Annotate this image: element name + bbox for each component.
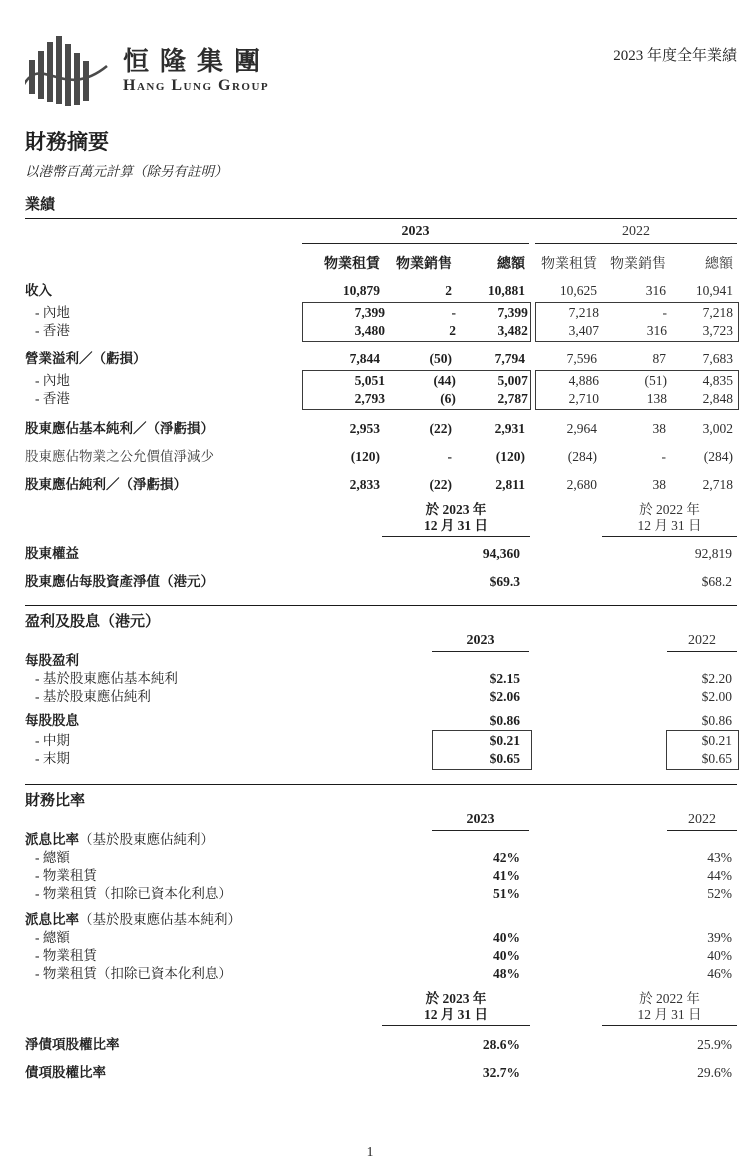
- cell-value: $0.65: [701, 751, 732, 766]
- cell-value: (6): [440, 391, 456, 406]
- cell-value: 3,723: [702, 323, 734, 338]
- table-row-payout-underlying-leasing: [25, 947, 737, 965]
- cell-value: 52%: [707, 886, 732, 901]
- table-row-payout-net-leasing: [25, 867, 737, 885]
- cell-value: 3,002: [702, 421, 733, 436]
- col-header: 物業銷售: [396, 257, 452, 272]
- cell-value: 2,848: [702, 391, 734, 406]
- cell-value: 51%: [493, 886, 520, 901]
- cell-value: 40%: [493, 948, 520, 963]
- cell-value: 7,218: [568, 305, 599, 320]
- year-group-header-row: [25, 223, 737, 244]
- table-row-nav-per-share: [25, 573, 737, 591]
- logo-chinese-name: 恒隆集團: [123, 46, 272, 76]
- table-row-net-debt-to-equity: [25, 1036, 737, 1054]
- cell-value: (51): [644, 373, 667, 388]
- cell-value: 2,811: [495, 477, 525, 492]
- page-header: [25, 30, 737, 116]
- cell-value: 10,941: [695, 283, 733, 298]
- cell-value: $2.15: [489, 671, 520, 686]
- table-row-operating-profit: [25, 350, 737, 368]
- cell-value: 94,360: [482, 546, 520, 561]
- cell-value: -: [661, 449, 666, 464]
- date-header-row: [25, 502, 737, 537]
- cell-value: (44): [433, 373, 456, 388]
- section-financial-ratios-heading: 財務比率: [25, 793, 86, 809]
- row-label: 收入: [25, 283, 52, 298]
- row-label: - 中期: [35, 733, 70, 748]
- cell-value: 138: [646, 391, 667, 406]
- year-header-row: [25, 811, 737, 831]
- hang-lung-logo: [25, 30, 271, 121]
- table-row-op-mainland: [25, 372, 737, 390]
- table-row-eps-net: [25, 688, 737, 706]
- cell-value: -: [451, 305, 456, 320]
- row-label: 每股盈利: [25, 653, 79, 668]
- year-header-2022: 2022: [667, 811, 737, 831]
- cell-value: 10,879: [342, 283, 380, 298]
- cell-value: 3,482: [497, 323, 528, 338]
- table-row-payout-underlying-total: [25, 929, 737, 947]
- col-header: 物業租賃: [541, 257, 597, 272]
- cell-value: 4,835: [702, 373, 734, 388]
- cell-value: 316: [646, 323, 667, 338]
- cell-value: $0.21: [701, 733, 732, 748]
- column-header-row: [25, 256, 737, 274]
- cell-value: 43%: [707, 850, 732, 865]
- row-label: 股東權益: [25, 546, 79, 561]
- row-label: - 物業租賃（扣除已資本化利息）: [35, 886, 232, 901]
- row-label: 債項股權比率: [25, 1065, 106, 1080]
- cell-value: 2,718: [702, 477, 733, 492]
- row-label: - 基於股東應佔純利: [35, 689, 151, 704]
- row-label: - 香港: [35, 323, 70, 338]
- cell-value: 2,710: [568, 391, 599, 406]
- logo-bars-icon: [25, 30, 109, 121]
- row-label: 每股股息: [25, 713, 79, 728]
- cell-value: -: [447, 449, 452, 464]
- cell-value: 10,881: [487, 283, 525, 298]
- table-row-payout-underlying-header: [25, 911, 737, 929]
- row-label: 派息比率（基於股東應佔基本純利）: [25, 912, 241, 927]
- cell-value: 32.7%: [482, 1065, 520, 1080]
- cell-value: 40%: [707, 948, 732, 963]
- cell-value: 28.6%: [482, 1037, 520, 1052]
- section-divider: [25, 605, 737, 606]
- cell-value: 3,407: [568, 323, 599, 338]
- revenue-breakdown-boxed-group: [25, 302, 737, 342]
- table-row-dps-final: [25, 750, 737, 768]
- cell-value: 7,844: [349, 351, 380, 366]
- cell-value: $2.06: [489, 689, 520, 704]
- cell-value: 2,680: [566, 477, 597, 492]
- table-row-net-profit: [25, 476, 737, 494]
- cell-value: $2.00: [701, 689, 732, 704]
- row-label: 股東應佔物業之公允價值淨減少: [25, 449, 214, 464]
- col-header: 總額: [705, 257, 733, 272]
- cell-value: 2,787: [497, 391, 528, 406]
- col-header: 物業銷售: [610, 257, 666, 272]
- cell-value: 7,794: [494, 351, 525, 366]
- table-row-op-hk: [25, 390, 737, 408]
- cell-value: 7,399: [497, 305, 528, 320]
- cell-value: (284): [703, 449, 733, 464]
- row-label: 股東應佔基本純利／（淨虧損）: [25, 421, 214, 436]
- table-row-debt-to-equity: [25, 1064, 737, 1082]
- cell-value: 7,596: [566, 351, 597, 366]
- currency-unit-note: 以港幣百萬元計算（除另有註明）: [25, 164, 228, 179]
- date-header-2022: 於 2022 年 12 月 31 日: [602, 502, 737, 537]
- cell-value: 2,964: [566, 421, 597, 436]
- cell-value: 5,007: [497, 373, 528, 388]
- page-title: 財務摘要: [25, 130, 109, 154]
- year-header-row: [25, 632, 737, 652]
- row-label: - 總額: [35, 850, 70, 865]
- cell-value: $0.86: [489, 713, 520, 728]
- cell-value: $2.20: [701, 671, 732, 686]
- section-earnings-dividends-heading: 盈利及股息（港元）: [25, 614, 161, 630]
- row-label: 股東應佔純利／（淨虧損）: [25, 477, 187, 492]
- cell-value: 2: [449, 323, 456, 338]
- table-row-eps-header: [25, 652, 737, 670]
- date-header-row: [25, 991, 737, 1026]
- cell-value: 4,886: [568, 373, 599, 388]
- date-header-2023: 於 2023 年 12 月 31 日: [382, 502, 530, 537]
- row-label: 營業溢利／（虧損）: [25, 351, 147, 366]
- year-header-2023: 2023: [432, 632, 529, 652]
- cell-value: $69.3: [489, 574, 520, 589]
- cell-value: 29.6%: [697, 1065, 732, 1080]
- year-header-2022: 2022: [667, 632, 737, 652]
- year-header-2022: 2022: [535, 223, 737, 244]
- cell-value: 10,625: [559, 283, 597, 298]
- cell-value: 38: [652, 477, 666, 492]
- cell-value: 41%: [493, 868, 520, 883]
- row-label: - 香港: [35, 391, 70, 406]
- row-label: 股東應佔每股資產淨值（港元）: [25, 574, 214, 589]
- table-row-dps: [25, 712, 737, 730]
- cell-value: 48%: [493, 966, 520, 981]
- cell-value: 7,683: [702, 351, 733, 366]
- cell-value: 87: [652, 351, 666, 366]
- cell-value: 40%: [493, 930, 520, 945]
- cell-value: 44%: [707, 868, 732, 883]
- cell-value: 25.9%: [697, 1037, 732, 1052]
- year-header-2023: 2023: [302, 223, 529, 244]
- row-label: - 末期: [35, 751, 70, 766]
- cell-value: (284): [567, 449, 597, 464]
- date-header-2022: 於 2022 年 12 月 31 日: [602, 991, 737, 1026]
- cell-value: $0.65: [489, 751, 520, 766]
- cell-value: 3,480: [354, 323, 385, 338]
- date-header-2023: 於 2023 年 12 月 31 日: [382, 991, 530, 1026]
- section-results-heading: 業績: [25, 195, 737, 219]
- cell-value: 2: [445, 283, 452, 298]
- cell-value: 5,051: [354, 373, 385, 388]
- col-header: 總額: [497, 257, 525, 272]
- cell-value: 92,819: [694, 546, 732, 561]
- table-row-underlying-profit: [25, 420, 737, 438]
- page-number: 1: [366, 1144, 374, 1159]
- table-row-shareholders-equity: [25, 545, 737, 563]
- cell-value: (22): [429, 421, 452, 436]
- table-row-revenue: [25, 282, 737, 300]
- cell-value: (50): [429, 351, 452, 366]
- cell-value: 2,833: [349, 477, 380, 492]
- row-label: - 內地: [35, 373, 70, 388]
- cell-value: -: [662, 305, 667, 320]
- table-row-payout-underlying-leasing-ex-cap: [25, 965, 737, 983]
- row-label: - 內地: [35, 305, 70, 320]
- row-label: - 物業租賃: [35, 868, 97, 883]
- cell-value: 38: [652, 421, 666, 436]
- cell-value: 7,399: [354, 305, 385, 320]
- report-title: 2023 年度全年業績: [613, 48, 737, 64]
- cell-value: 39%: [707, 930, 732, 945]
- cell-value: $0.21: [489, 733, 520, 748]
- row-label: - 物業租賃: [35, 948, 97, 963]
- table-row-revenue-hk: [25, 322, 737, 340]
- row-label: - 基於股東應佔基本純利: [35, 671, 178, 686]
- table-row-eps-underlying: [25, 670, 737, 688]
- cell-value: $68.2: [701, 574, 732, 589]
- table-row-dps-interim: [25, 732, 737, 750]
- row-label: - 總額: [35, 930, 70, 945]
- logo-english-name: Hang Lung Group: [123, 77, 270, 94]
- cell-value: 46%: [707, 966, 732, 981]
- section-divider: [25, 784, 737, 785]
- table-row-payout-net-total: [25, 849, 737, 867]
- row-label: 淨債項股權比率: [25, 1037, 120, 1052]
- operating-profit-breakdown-boxed-group: [25, 370, 737, 410]
- cell-value: (120): [495, 449, 525, 464]
- cell-value: 2,793: [354, 391, 385, 406]
- cell-value: 7,218: [702, 305, 734, 320]
- table-row-fair-value-change: [25, 448, 737, 466]
- cell-value: 316: [645, 283, 666, 298]
- cell-value: (120): [350, 449, 380, 464]
- cell-value: 42%: [493, 850, 520, 865]
- col-header: 物業租賃: [324, 257, 380, 272]
- cell-value: (22): [429, 477, 452, 492]
- row-label: - 物業租賃（扣除已資本化利息）: [35, 966, 232, 981]
- table-row-payout-net-leasing-ex-cap: [25, 885, 737, 903]
- cell-value: 2,953: [349, 421, 380, 436]
- table-row-revenue-mainland: [25, 304, 737, 322]
- cell-value: 2,931: [494, 421, 525, 436]
- row-label: 派息比率（基於股東應佔純利）: [25, 832, 214, 847]
- dividend-breakdown-boxed-group: [25, 730, 737, 770]
- table-row-payout-net-header: [25, 831, 737, 849]
- year-header-2023: 2023: [432, 811, 529, 831]
- cell-value: $0.86: [701, 713, 732, 728]
